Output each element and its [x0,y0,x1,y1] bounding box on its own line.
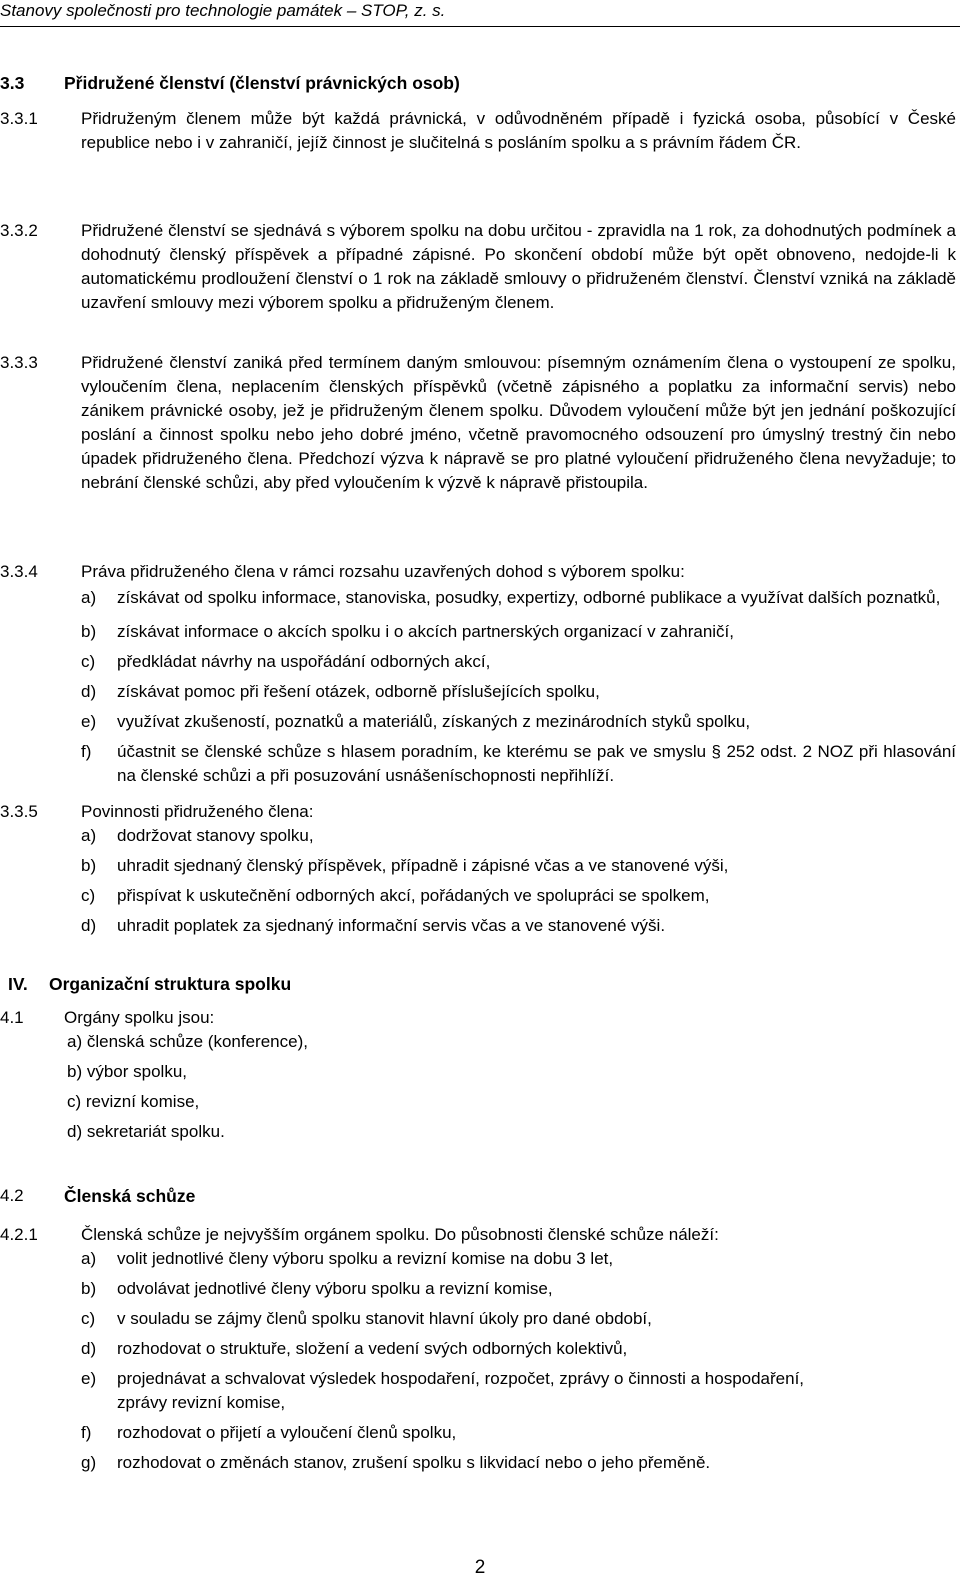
list-item [81,914,956,938]
section-title: Přidružené členství (členství právnických osob) [64,73,460,93]
paragraph-3-3-2 [0,219,956,315]
section-title: Členská schůze [64,1186,196,1206]
list-text: využívat zkušeností, poznatků a materiálů, získaných z mezinárodních styků spolku, [117,712,751,731]
list-text: rozhodovat o struktuře, složení a vedení svých odborných kolektivů, [117,1339,628,1358]
section-number: 4.2 [0,1186,24,1205]
list-text: volit jednotlivé členy výboru spolku a revizní komise na dobu 3 let, [117,1249,614,1268]
paragraph-number: 3.3.1 [0,109,38,128]
list-text: přispívat k uskutečnění odborných akcí, pořádaných ve spolupráci se spolkem, [117,886,710,905]
section-iv-heading [0,972,956,996]
list-label: b) [81,1279,97,1298]
paragraph-text: Přidruženým členem může být každá právnická, v odůvodněném případě i fyzická osoba, působící v České republice nebo i v zahraničí, jejíž činnost je slučitelná s posláním spolku a s právním řádem ČR. [81,109,956,152]
page-header: Stanovy společnosti pro technologie památek – STOP, z. s. [0,1,446,20]
list-label: a) [81,826,97,845]
paragraph-3-3-3 [0,351,956,495]
list-item [81,884,956,908]
list-label: c) [81,886,96,905]
list-text: předkládat návrhy na uspořádání odborných akcí, [117,652,491,671]
list-item [81,1421,956,1445]
list-text: získávat informace o akcích spolku i o akcích partnerských organizací v zahraničí, [117,622,734,641]
section-4-2-heading [0,1184,956,1208]
list-item [81,1247,956,1271]
list-text: v souladu se zájmy členů spolku stanovit hlavní úkoly pro dané období, [117,1309,652,1328]
paragraph-number: 4.1 [0,1008,24,1027]
paragraph-4-1 [0,1006,956,1144]
paragraph-intro: Práva přidruženého člena v rámci rozsahu uzavřených dohod s výborem spolku: [81,562,685,581]
list-label: b) [81,622,97,641]
list-label: d) [81,1339,97,1358]
list-text: odvolávat jednotlivé členy výboru spolku a revizní komise, [117,1279,553,1298]
list-text: uhradit poplatek za sjednaný informační servis včas a ve stanovené výši. [117,916,666,935]
list-label: d) [81,682,97,701]
list-item: c) revizní komise, [67,1092,200,1111]
paragraph-text: Přidružené členství se sjednává s výborem spolku na dobu určitou - zpravidla na 1 rok, za dohodnutých podmínek a dohodnutý členský příspěvek a případné zápisné. Po skončení období může být opět obnoveno, nedojde-li k automatickému prodloužení členství o 1 rok na základě smlouvy o přidruženém členství. Členství vzniká na základě uzavření smlouvy mezi výborem spolku a přidruženým členem. [81,221,956,312]
list-label: b) [81,856,97,875]
list-item [81,854,956,878]
list-text: získávat od spolku informace, stanoviska, posudky, expertizy, odborné publikace a využívat dalších poznatků, [117,588,941,607]
list-label: g) [81,1453,97,1472]
paragraph-number: 4.2.1 [0,1225,38,1244]
list-label: c) [81,1309,96,1328]
paragraph-number: 3.3.2 [0,221,38,240]
list-label: d) [81,916,97,935]
list-text: rozhodovat o změnách stanov, zrušení spolku s likvidací nebo o jeho přeměně. [117,1453,711,1472]
paragraph-number: 3.3.5 [0,802,38,821]
list-text: získávat pomoc při řešení otázek, odborně příslušejících spolku, [117,682,600,701]
paragraph-4-2-1 [0,1223,956,1475]
list-text: dodržovat stanovy spolku, [117,826,314,845]
list-item [81,1277,956,1301]
list-label: e) [81,712,97,731]
list-item [81,740,956,788]
list-item: a) členská schůze (konference), [67,1032,308,1051]
list-text: účastnit se členské schůze s hlasem poradním, ke kterému se pak ve smyslu § 252 odst. 2 NOZ při hlasování na členské schůzi a při posuzování usnášeníschopnosti nepřihlíží. [117,742,956,785]
list-label: f) [81,742,92,761]
list-item [81,824,956,848]
section-title: Organizační struktura spolku [49,974,292,994]
paragraph-3-3-4 [0,560,956,788]
paragraph-text: Přidružené členství zaniká před termínem daným smlouvou: písemným oznámením člena o vystoupení ze spolku, vyloučením člena, neplacením členských příspěvků (včetně zápisného a poplatku za informační servis) nebo zánikem právnické osoby, jež je přidruženým členem spolku. Důvodem vyloučení může být jen jednání poškozující poslání a činnost spolku nebo jeho dobré jméno, včetně pravomocného odsouzení pro úmyslný trestný čin nebo úpadek přidruženého člena. Předchozí výzva k nápravě se pro platné vyloučení přidruženého člena nevyžaduje; to nebrání členské schůzi, aby před vyloučením k výzvě k nápravě přistoupila. [81,353,956,492]
list-item [81,1367,956,1415]
list-item [81,710,956,734]
page-number: 2 [474,1557,486,1578]
list-label: e) [81,1369,97,1388]
list-text: uhradit sjednaný členský příspěvek, případně i zápisné včas a ve stanovené výši, [117,856,729,875]
list-label: c) [81,652,96,671]
paragraph-number: 3.3.3 [0,353,38,372]
paragraph-intro: Členská schůze je nejvyšším orgánem spolku. Do působnosti členské schůze náleží: [81,1225,719,1244]
list-label: f) [81,1423,92,1442]
paragraph-intro: Povinnosti přidruženého člena: [81,802,314,821]
paragraph-intro: Orgány spolku jsou: [64,1008,215,1027]
list-item [81,1307,956,1331]
section-number: 3.3 [0,73,25,93]
list-item [81,586,956,610]
list-item [81,1451,956,1475]
list-item [81,1337,956,1361]
list-item: d) sekretariát spolku. [67,1122,225,1141]
list-text: projednávat a schvalovat výsledek hospodaření, rozpočet, zprávy o činnosti a hospodaření, zprávy revizní komise, [117,1369,805,1412]
list-label: a) [81,588,97,607]
section-3-3-heading [0,71,956,95]
paragraph-number: 3.3.4 [0,562,38,581]
paragraph-3-3-5 [0,800,956,938]
section-number: IV. [8,974,28,994]
list-item [81,650,956,674]
list-item [81,620,956,644]
list-text: rozhodovat o přijetí a vyloučení členů spolku, [117,1423,457,1442]
paragraph-3-3-1 [0,107,956,155]
list-label: a) [81,1249,97,1268]
header-rule [0,26,960,27]
list-item: b) výbor spolku, [67,1062,187,1081]
list-item [81,680,956,704]
